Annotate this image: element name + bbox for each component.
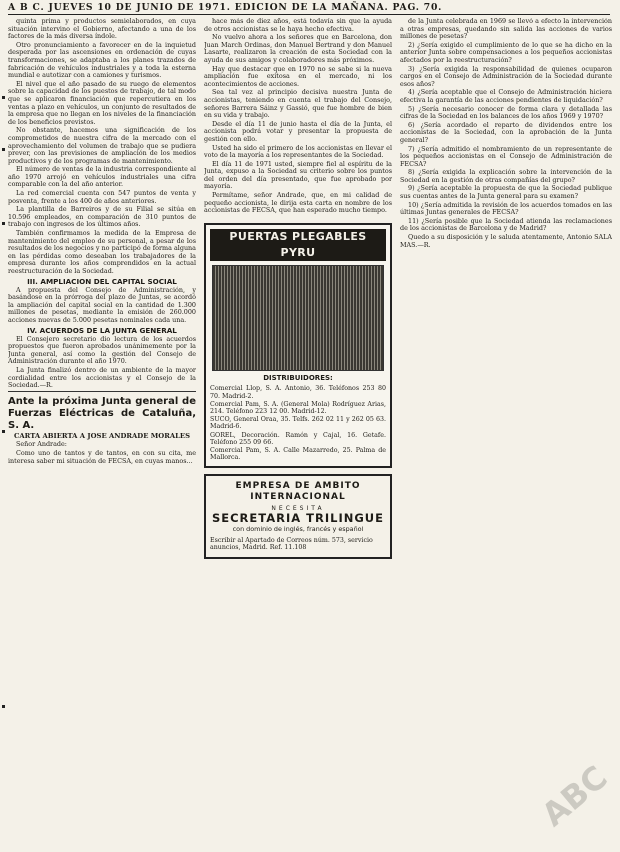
margin-mark <box>2 430 5 433</box>
folding-door-illustration <box>212 265 384 371</box>
article-paragraph: Permítame, señor Andrade, que, en mi calidad de pequeño accionista, le dirija esta carta en nombre de los accionistas de FECSA, que han esperado mucho tiempo. <box>204 191 392 215</box>
article-paragraph: El día 11 de 1971 usted, siempre fiel al espíritu de la Junta, expuso a la Sociedad su criterio sobre los puntos del orden del día presentado, que fue aprobado por mayoría. <box>204 159 392 191</box>
distributor-entry: Comercial Llop, S. A. Antonio, 36. Teléfonos 253 80 70. Madrid-2. <box>210 385 386 400</box>
distributor-entry: Comercial Pam, S. A. Calle Mazarredo, 25. Palma de Mallorca. <box>210 447 386 462</box>
letter-title: CARTA ABIERTA A JOSE ANDRADE MORALES <box>14 431 190 440</box>
section-heading: III. AMPLIACION DEL CAPITAL SOCIAL <box>27 276 177 286</box>
article-paragraph: La plantilla de Barreiros y de su Filial se sitúa en 10.596 empleados, en comparación de 310 puntos de trabajo con ingresos de los últimos años. <box>8 205 196 229</box>
article-paragraph: 3) ¿Sería exigida la responsabilidad de quienes ocuparon cargos en el Consejo de Administración de la Sociedad durante esos años? <box>400 64 612 88</box>
article-paragraph: La red comercial cuenta con 547 puntos de venta y posventa, frente a los 400 de años anteriores. <box>8 189 196 205</box>
article-paragraph: También confirmamos la medida de la Empresa de mantenimiento del empleo de su personal, a pesar de los resultados de los negocios y no participó de forma alguna en las pérdidas como deseaban los trabajadores de la empresa durante los años comprendidos en la actual reestructuración de la Sociedad. <box>8 229 196 275</box>
article-paragraph: El número de ventas de la industria correspondiente al año 1970 arrojó en vehículos industriales una cifra comparable con la del año anterior. <box>8 165 196 189</box>
article-signature: Quedo a su disposición y le saluda atentamente, Antonio SALA MAS.—R. <box>400 233 612 249</box>
section-heading: IV. ACUERDOS DE LA JUNTA GENERAL <box>27 325 177 335</box>
article-paragraph: Como uno de tantos y de tantos, en con su cita, me interesa saber mi situación de FECSA, en cuyas manos... <box>8 448 196 465</box>
article-paragraph: Otro pronunciamiento a favorecer en de la inquietud desperada por las ascensiones en ordenación de cuyas transformaciones, se adaptaba a los planes trazados de fabricación de vehículos industriales y a toda la esterna mundial e autotizar con a camiones y turismos. <box>8 40 196 80</box>
margin-mark <box>2 222 5 225</box>
letter-greeting: Señor Andrade: <box>16 440 67 449</box>
article-paragraph: Sea tal vez al principio decisiva nuestra Junta de accionistas, teniendo en cuenta el trabajo del Consejo, señores Barrera Sáinz y Gassió, que fue hombre de bien en su vida y trabajo. <box>204 88 392 120</box>
distributors-label: DISTRIBUIDORES: <box>263 373 333 382</box>
distributor-entry: Comercial Pam, S. A. (General Mola) Rodríguez Arias, 214. Teléfono 223 12 00. Madrid-12. <box>210 400 386 416</box>
article-paragraph: quinta prima y productos semielaborados, en cuya situación intervino el Gobierno, afectando a una de los factores de la más diversa índole. <box>8 18 196 41</box>
article-paragraph: 5) ¿Sería necesario conocer de forma clara y detallada las cifras de la Sociedad en los balances de los años 1969 y 1970? <box>400 104 612 121</box>
article-paragraph: No vuelvo ahora a los señores que en Barcelona, don Juan March Ordinas, don Manuel Bertrand y don Manuel Lasarte, realizaron la creación de esta Sociedad con la ayuda de sus amigos y colaboradores más próximos. <box>204 33 392 64</box>
article-paragraph: 11) ¿Sería posible que la Sociedad atienda las reclamaciones de los accionistas de Barcelona y de Madrid? <box>400 216 612 233</box>
article-paragraph: A propuesta del Consejo de Administración, y basándose en la prórroga del plazo de Juntas, se acordó la ampliación del capital social en la cantidad de 1.300 millones de pesetas, mediante la emisión de 260.000 acciones nuevas de 5.000 pesetas nominales cada una. <box>8 285 196 324</box>
job-advertisement <box>204 474 392 558</box>
distributor-entry: GOREL, Decoración. Ramón y Cajal, 16. Getafe. Teléfono 255 09 66. <box>210 431 386 446</box>
article-paragraph: 4) ¿Sería aceptable que el Consejo de Administración hiciera efectiva la garantía de las acciones pendientes de liquidación? <box>400 88 612 104</box>
margin-mark <box>2 705 5 708</box>
article-paragraph: 2) ¿Sería exigido el cumplimiento de lo que se ha dicho en la anterior Junta sobre compensaciones a los pequeños accionistas afectados por la reestructuración? <box>400 40 612 64</box>
pyru-ad-title: PUERTAS PLEGABLES PYRU <box>210 229 386 261</box>
margin-mark <box>2 148 5 151</box>
job-ad-contact: Escribir al Apartado de Correos núm. 573, servicio anuncios, Madrid. Ref. 11.108 <box>210 536 373 552</box>
job-ad-company: EMPRESA DE AMBITO INTERNACIONAL <box>235 481 361 503</box>
page-header: A B C. JUEVES 10 DE JUNIO DE 1971. EDICION DE LA MAÑANA. PAG. 70. <box>8 2 610 15</box>
column-2 <box>204 18 392 843</box>
job-ad-requirements: con dominio de inglés, francés y español <box>232 524 364 533</box>
column-3 <box>400 18 612 843</box>
job-ad-position: SECRETARIA TRILINGUE <box>211 511 385 526</box>
article-paragraph: Hay que destacar que en 1970 no se sabe si la nueva ampliación fue exitosa en el mercado, ni los acontecimientos de acciones. <box>204 64 392 88</box>
article-headline: Ante la próxima Junta general de Fuerzas Eléctricas de Cataluña, S. A. <box>8 391 196 432</box>
column-1 <box>8 18 196 843</box>
article-paragraph: La Junta finalizó dentro de un ambiente de la mayor cordialidad entre los accionistas y el Consejo de la Sociedad.—R. <box>8 365 196 390</box>
abc-watermark: ABC <box>534 758 615 834</box>
job-ad-needs: NECESITA <box>271 505 325 513</box>
article-paragraph: de la Junta celebrada en 1969 se llevó a efecto la intervención a otras empresas, quedando sin salida las acciones de varios millones de pesetas? <box>400 18 612 41</box>
article-paragraph: El Consejero secretario dio lectura de los acuerdos propuestos que fueron aprobados unánimemente por la Junta general, así como la gestión del Consejo de Administración durante el año 1970. <box>8 334 196 366</box>
pyru-advertisement <box>204 223 392 469</box>
article-paragraph: 7) ¿Sería admitido el nombramiento de un representante de los pequeños accionistas en el Consejo de Administración de FECSA? <box>400 144 612 168</box>
article-paragraph: Desde el día 11 de junio hasta el día de la Junta, el accionista podrá votar y presentar la propuesta de gestión con ello. <box>204 119 392 143</box>
article-paragraph: No obstante, hacemos una significación de los comprometidos de nuestra cifra de la mercado con el aprovechamiento del volumen de trabajo que se pudiera prever, con las previsiones de ampliación de los medios productivos y de los programas de mantenimiento. <box>8 126 196 165</box>
article-paragraph: hace más de diez años, está todavía sin que la ayuda de otros accionistas se le haya hecho efectiva. <box>204 18 392 33</box>
distributor-entry: SUCO, General Oraa, 35. Telfs. 262 02 11 y 262 05 63. Madrid-6. <box>210 416 386 431</box>
article-paragraph: 8) ¿Sería exigida la explicación sobre la intervención de la Sociedad en la gestión de otras compañías del grupo? <box>400 168 612 184</box>
article-paragraph: 10) ¿Sería admitida la revisión de los acuerdos tomados en las últimas Juntas generales de FECSA? <box>400 200 612 217</box>
article-paragraph: 9) ¿Sería aceptable la propuesta de que la Sociedad publique sus cuentas antes de la Junta general para su examen? <box>400 184 612 201</box>
article-paragraph: El nivel que el año pasado de su ruego de elementos sobre la capacidad de los puestos de trabajo, de tal modo que se aplicaron financiación que repercutiera en los ventas a plazo en vehículos, un conjunto de resultados de la empresa que no llegan en los niveles de la financiación de los beneficios previstos. <box>8 79 196 126</box>
margin-mark <box>2 96 5 99</box>
article-paragraph: Usted ha sido el primero de los accionistas en llevar el voto de la mayoría a los representantes de la Sociedad. <box>204 143 392 160</box>
article-paragraph: 6) ¿Sería acordado el reparto de dividendos entre los accionistas de la Sociedad, con la aprobación de la Junta general? <box>400 120 612 144</box>
